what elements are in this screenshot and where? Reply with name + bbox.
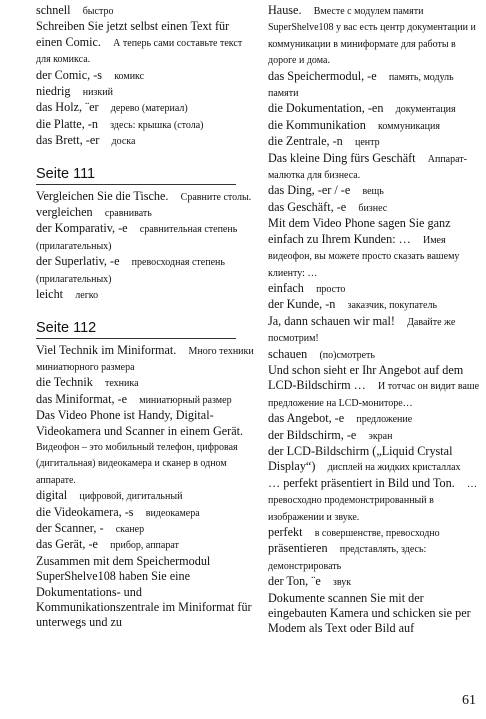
german-term: die Dokumentation, -en <box>268 101 384 116</box>
vocab-entry <box>268 363 480 411</box>
german-term: Dokumente scannen Sie mit der eingebauten Kamera und schicken sie per Modem als Text oder Bild auf <box>268 590 471 636</box>
vocab-entry <box>36 68 258 84</box>
german-term: das Speichermodul, -e <box>268 68 377 83</box>
vocab-entry <box>36 100 258 116</box>
vocab-entry <box>36 133 258 149</box>
vocab-entry <box>268 118 480 134</box>
vocab-entry <box>268 297 480 313</box>
russian-translation: Сравните столы. <box>180 191 252 203</box>
vocab-entry <box>268 101 480 117</box>
vocab-entry <box>268 476 480 525</box>
german-term: der Komparativ, -e <box>36 221 128 236</box>
vocab-entry <box>268 200 480 216</box>
vocab-entry <box>268 428 480 444</box>
russian-translation: Видеофон – это мобильный телефон, цифровая (дигитальная) видеокамера и сканер в одном аппарате. <box>36 441 238 486</box>
russian-translation: звук <box>332 577 352 589</box>
russian-translation: бизнес <box>358 202 388 214</box>
vocab-entry <box>36 189 258 205</box>
german-term: Mit dem Video Phone sagen Sie ganz einfach zu Ihrem Kunden: … <box>268 216 451 246</box>
vocab-entry <box>268 541 480 574</box>
russian-translation: доска <box>111 136 136 148</box>
german-term: Viel Technik im Miniformat. <box>36 342 177 357</box>
russian-translation: предложение <box>356 414 413 426</box>
german-term: die Technik <box>36 375 93 390</box>
russian-translation: А теперь сами составьте текст для комикса. <box>36 37 243 66</box>
german-term: das Miniformat, -e <box>36 391 128 406</box>
vocab-entry <box>36 392 258 408</box>
german-term: vergleichen <box>36 205 93 220</box>
russian-translation: сравнительная степень (прилагательных) <box>36 224 238 252</box>
russian-translation: документация <box>395 104 456 116</box>
german-term: die Kommunikation <box>268 117 366 132</box>
german-term: die Videokamera, -s <box>36 504 134 519</box>
german-term: die Zentrale, -n <box>268 134 343 149</box>
german-term: Ja, dann schauen wir mal! <box>268 313 395 328</box>
vocab-entry <box>268 411 480 427</box>
german-term: das Ding, -er / -e <box>268 183 351 198</box>
german-term: der LCD-Bildschirm („Liquid Crystal Display“) <box>268 443 453 474</box>
vocab-entry <box>268 574 480 590</box>
vocab-entry <box>36 554 258 631</box>
vocab-entry <box>36 343 258 376</box>
russian-translation: сравнивать <box>104 208 152 220</box>
russian-translation: низкий <box>82 87 113 99</box>
german-term: Schreiben Sie jetzt selbst einen Text für einen Comic. <box>36 19 230 49</box>
german-term: … perfekt präsentiert in Bild und Ton. <box>268 475 455 490</box>
german-term: Zusammen mit dem Speichermodul SuperShelve108 haben Sie eine Dokumentations- und Kommunikationszentrale im Miniformat für unterwegs und zu <box>36 553 252 630</box>
vocab-entry <box>36 84 258 100</box>
russian-translation: Вместе с модулем памяти SuperShelve108 у вас есть центр документации и коммуникации в миниформате для работы в дороге и дома. <box>268 6 476 67</box>
vocab-entry <box>268 347 480 363</box>
vocab-entry <box>36 221 258 254</box>
vocab-entry <box>36 287 258 303</box>
vocab-entry <box>36 408 258 488</box>
russian-translation: техника <box>104 378 139 390</box>
german-term: digital <box>36 488 68 503</box>
russian-translation: Много техники миниатюрного размера <box>36 345 254 373</box>
russian-translation: прибор, аппарат <box>110 540 179 552</box>
german-term: die Platte, -n <box>36 116 98 131</box>
vocab-entry <box>268 3 480 69</box>
vocab-entry <box>268 525 480 541</box>
russian-translation: Аппарат-малютка для бизнеса. <box>268 153 467 182</box>
russian-translation: здесь: крышка (стола) <box>110 119 204 131</box>
german-term: das Brett, -er <box>36 133 100 148</box>
german-term: Das Video Phone ist Handy, Digital-Videokamera und Scanner in einem Gerät. <box>36 408 244 438</box>
russian-translation: легко <box>75 290 99 302</box>
russian-translation: цифровой, дигитальный <box>79 491 183 503</box>
german-term: einfach <box>268 280 304 295</box>
german-term: Hause. <box>268 3 302 17</box>
russian-translation: (по)смотреть <box>319 349 375 361</box>
vocab-entry <box>36 505 258 521</box>
russian-translation: вещь <box>362 186 384 198</box>
vocab-entry <box>268 314 480 347</box>
russian-translation: быстро <box>82 6 114 17</box>
german-term: das Angebot, -e <box>268 411 345 426</box>
russian-translation: видеокамера <box>145 507 200 519</box>
german-term: niedrig <box>36 84 71 99</box>
vocab-entry <box>268 216 480 281</box>
vocab-entry <box>36 205 258 221</box>
german-term: der Ton, ¨e <box>268 574 321 589</box>
section-heading: Seite 111 <box>36 166 236 185</box>
german-term: Das kleine Ding fürs Geschäft <box>268 150 416 165</box>
vocab-entry <box>36 537 258 553</box>
german-term: schauen <box>268 346 308 361</box>
vocab-entry <box>36 375 258 391</box>
russian-translation: Имея видеофон, вы можете просто сказать вашему клиенту: … <box>268 234 460 279</box>
vocab-entry <box>268 134 480 150</box>
vocab-entry <box>36 117 258 133</box>
german-term: der Kunde, -n <box>268 297 336 312</box>
russian-translation: центр <box>354 137 380 149</box>
russian-translation: в совершенстве, превосходно <box>314 528 440 539</box>
russian-translation: дисплей на жидких кристаллах <box>327 462 461 474</box>
german-term: das Geschäft, -e <box>268 199 347 214</box>
german-term: das Gerät, -e <box>36 537 98 552</box>
vocab-entry <box>36 254 258 287</box>
russian-translation: комикс <box>114 70 145 82</box>
russian-translation: представлять, здесь: демонстрировать <box>268 544 427 572</box>
russian-translation: Давайте же посмотрим! <box>268 316 456 345</box>
vocab-entry <box>36 19 258 67</box>
russian-translation: миниатюрный размер <box>139 394 232 406</box>
vocab-entry <box>36 521 258 537</box>
vocab-entry <box>36 3 258 19</box>
russian-translation: экран <box>368 430 393 442</box>
german-term: das Holz, ¨er <box>36 100 99 115</box>
left-column <box>36 3 258 631</box>
vocab-entry <box>36 488 258 504</box>
german-term: schnell <box>36 3 71 17</box>
vocab-entry <box>268 183 480 199</box>
russian-translation: заказчик, покупатель <box>347 300 438 312</box>
german-term: Vergleichen Sie die Tische. <box>36 188 169 203</box>
russian-translation: … превосходно продемонстрированный в изображении и звуке. <box>268 478 477 523</box>
section-heading: Seite 112 <box>36 320 236 339</box>
page-number: 61 <box>462 693 476 708</box>
german-term: der Comic, -s <box>36 67 103 82</box>
russian-translation: просто <box>316 283 346 295</box>
german-term: präsentieren <box>268 541 328 556</box>
german-term: der Bildschirm, -e <box>268 427 357 442</box>
german-term: leicht <box>36 287 64 302</box>
russian-translation: И тотчас он видит ваше предложение на LCD-мониторе… <box>268 381 480 409</box>
german-term: der Superlativ, -e <box>36 254 120 269</box>
vocab-entry <box>268 444 480 476</box>
vocab-entry <box>268 151 480 184</box>
right-column <box>268 3 480 637</box>
russian-translation: дерево (материал) <box>110 103 188 115</box>
russian-translation: коммуникация <box>378 120 440 132</box>
russian-translation: сканер <box>115 523 145 535</box>
german-term: perfekt <box>268 525 303 539</box>
russian-translation: превосходная степень (прилагательных) <box>36 257 225 285</box>
vocab-entry <box>268 591 480 637</box>
vocab-entry <box>268 69 480 102</box>
vocab-entry <box>268 281 480 297</box>
german-term: der Scanner, - <box>36 520 104 535</box>
russian-translation: память, модуль памяти <box>268 71 454 100</box>
german-term: Und schon sieht er Ihr Angebot auf dem LCD-Bildschirm … <box>268 362 464 393</box>
